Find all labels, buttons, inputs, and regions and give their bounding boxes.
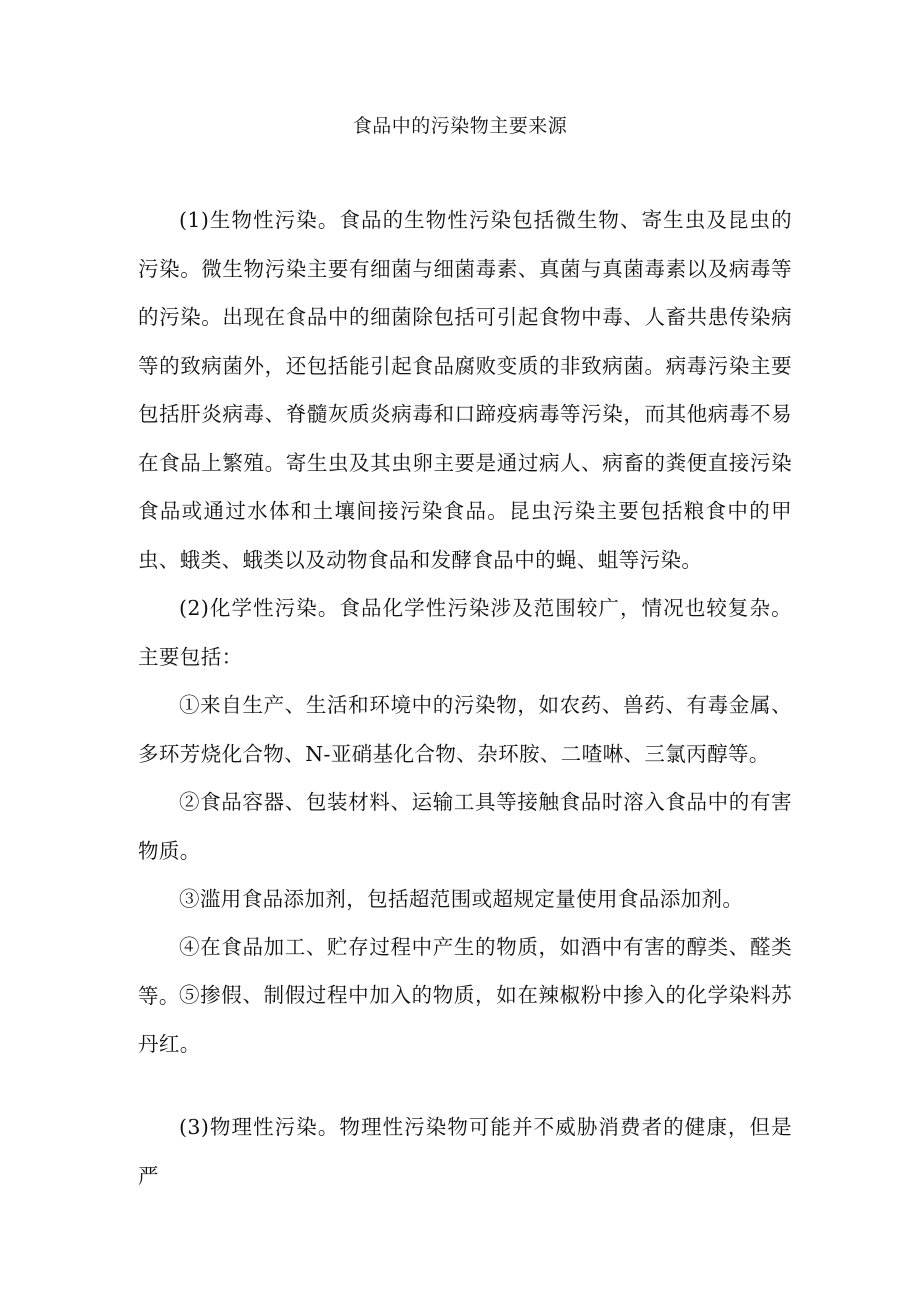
paragraph-biological-contamination: (1)生物性污染。食品的生物性污染包括微生物、寄生虫及昆虫的污染。微生物污染主要有细菌与细菌毒素、真菌与真菌毒素以及病毒等的污染。出现在食品中的细菌除包括可引起食物中毒、人畜共患传染病等的致病菌外，还包括能引起食品腐败变质的非致病菌。病毒污染主要包括肝炎病毒、脊髓灰质炎病毒和口蹄疫病毒等污染，而其他病毒不易在食品上繁殖。寄生虫及其虫卵主要是通过病人、病畜的粪便直接污染食品或通过水体和土壤间接污染食品。昆虫污染主要包括粮食中的甲虫、蛾类、蛾类以及动物食品和发酵食品中的蝇、蛆等污染。: [138, 208, 792, 572]
paragraph-physical-contamination: (3)物理性污染。物理性污染物可能并不威胁消费者的健康，但是严: [138, 1115, 792, 1188]
document-title: 食品中的污染物主要来源: [352, 115, 568, 137]
paragraph-chemical-item-1: ①来自生产、生活和环境中的污染物，如农药、兽药、有毒金属、多环芳烧化合物、N-亚硝基化合物、杂环胺、二喳啉、三氯丙醇等。: [138, 693, 792, 766]
paragraph-chemical-item-4: ④在食品加工、贮存过程中产生的物质，如酒中有害的醇类、醛类等。: [138, 935, 792, 1008]
paragraph-chemical-item-3: ③滥用食品添加剂，包括超范围或超规定量使用食品添加剂。: [179, 887, 744, 911]
paragraph-chemical-item-5: ⑤掺假、制假过程中加入的物质，如在辣椒粉中掺入的化学染料苏丹红。: [138, 983, 792, 1056]
paragraph-chemical-item-2: ②食品容器、包装材料、运输工具等接触食品时溶入食品中的有害物质。: [138, 790, 792, 863]
paragraph-chemical-contamination: (2)化学性污染。食品化学性污染涉及范围较广，情况也较复杂。主要包括：: [138, 596, 792, 669]
